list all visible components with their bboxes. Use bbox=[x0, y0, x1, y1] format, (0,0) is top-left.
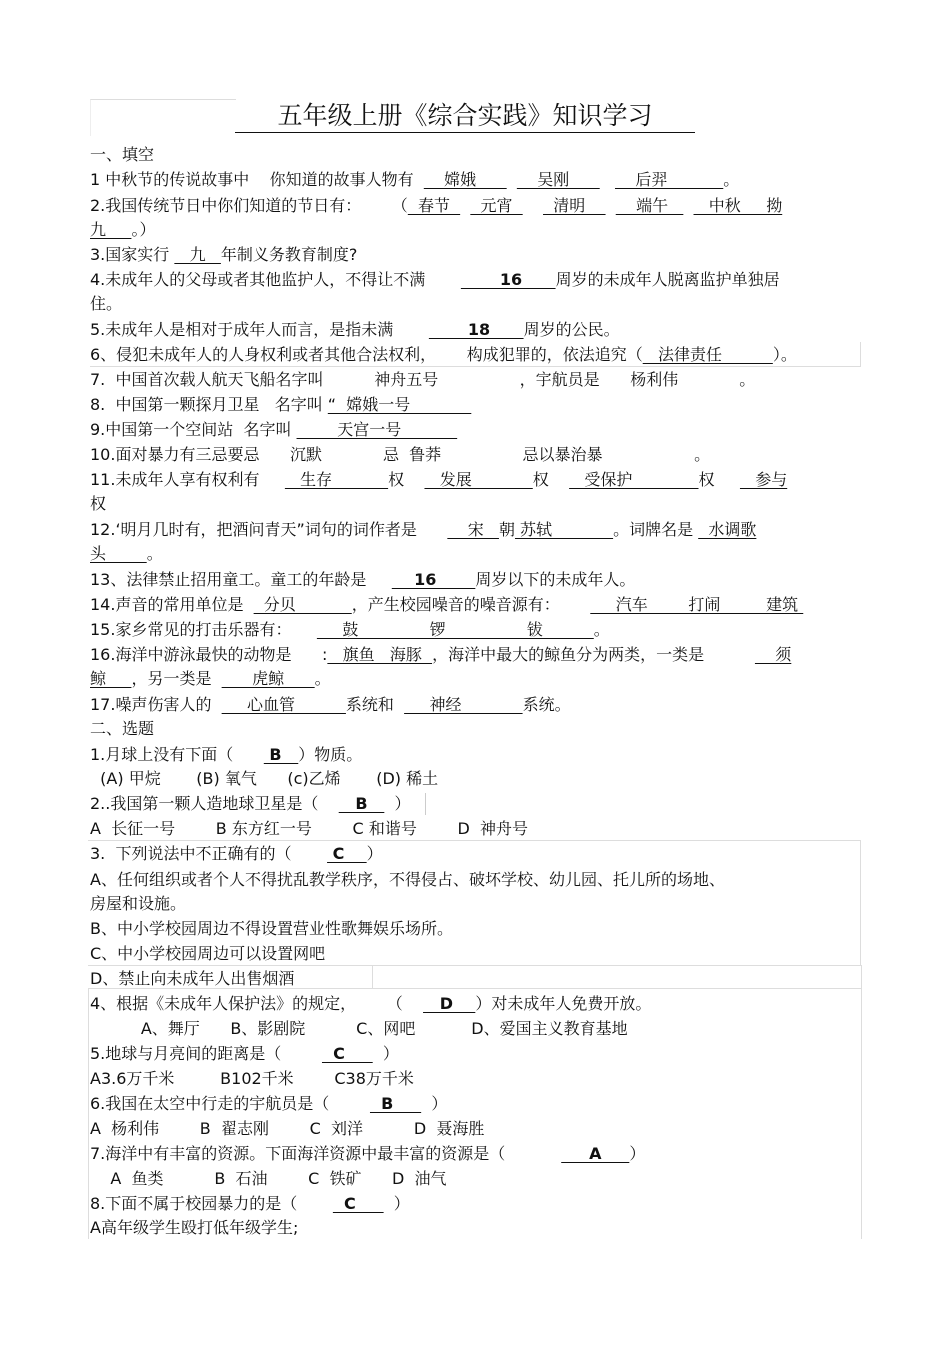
question-text: 权 bbox=[698, 470, 740, 489]
question-line bbox=[90, 643, 791, 667]
question-line bbox=[90, 418, 457, 442]
question-text: 住。 bbox=[90, 294, 123, 313]
answer-blank: 发展 bbox=[424, 470, 533, 489]
question-line bbox=[90, 542, 163, 566]
question-line bbox=[90, 268, 780, 292]
question-text bbox=[523, 196, 543, 215]
answer-blank: 法律责任 bbox=[642, 345, 773, 364]
question-text: ，另一类是 bbox=[131, 669, 222, 688]
answer-blank: 宋 bbox=[447, 520, 499, 539]
question-text: 7.海洋中有丰富的资源。下面海洋资源中最丰富的资源是（ bbox=[90, 1144, 562, 1163]
question-text: 周岁以下的未成年人。 bbox=[475, 570, 636, 589]
question-line bbox=[90, 1142, 645, 1166]
question-text: 2.我国传统节日中你们知道的节日有： （ bbox=[90, 196, 408, 215]
answer-blank: 嫦娥 bbox=[423, 170, 507, 189]
question-text: C、中小学校园周边可以设置网吧 bbox=[90, 944, 326, 963]
question-line bbox=[90, 1017, 628, 1041]
question-text: B、中小学校园周边不得设置营业性歌舞娱乐场所。 bbox=[90, 919, 453, 938]
section-heading bbox=[90, 717, 154, 741]
question-text: 权 bbox=[90, 494, 107, 513]
question-text: ） bbox=[384, 794, 411, 813]
question-text: 。） bbox=[131, 220, 156, 239]
section-heading bbox=[90, 143, 154, 167]
question-text: 6.我国在太空中行走的宇航员是（ bbox=[90, 1094, 370, 1113]
question-text: 9.中国第一个空间站 名字叫 bbox=[90, 420, 297, 439]
question-line bbox=[90, 492, 106, 516]
question-line bbox=[90, 767, 438, 791]
question-text bbox=[683, 196, 693, 215]
question-text: ，海洋中最大的鲸鱼分为两类，一类是 bbox=[432, 645, 755, 664]
answer-blank: 苏轼 bbox=[514, 520, 614, 539]
question-text: 3.国家实行 bbox=[90, 245, 175, 264]
question-line bbox=[90, 693, 571, 717]
question-text: A3.6万千米 B102千米 C38万千米 bbox=[90, 1069, 414, 1088]
question-text: 周岁的公民。 bbox=[523, 320, 620, 339]
title-corner-box bbox=[90, 99, 236, 136]
table-frame bbox=[425, 793, 427, 815]
question-text: 系统和 bbox=[345, 695, 405, 714]
question-line bbox=[90, 618, 610, 642]
question-text: A 鱼类 B 石油 C 铁矿 D 油气 bbox=[90, 1169, 447, 1188]
answer-blank: 九 bbox=[174, 245, 221, 264]
question-line bbox=[90, 393, 471, 417]
question-text: 。 bbox=[146, 544, 163, 563]
answer-blank: 天宫一号 bbox=[296, 420, 458, 439]
question-line bbox=[90, 368, 755, 392]
question-text: ） bbox=[383, 1194, 410, 1213]
question-line bbox=[90, 194, 782, 218]
question-line bbox=[90, 817, 528, 841]
question-line bbox=[90, 1167, 447, 1191]
question-text: 12.‘明月几时有，把酒问青天”词句的词作者是 bbox=[90, 520, 448, 539]
question-line bbox=[90, 792, 411, 816]
question-text: 。词牌名是 bbox=[613, 520, 699, 539]
question-text: 8.下面不属于校园暴力的是（ bbox=[90, 1194, 333, 1213]
answer-blank: 旗鱼 海豚 bbox=[327, 645, 433, 664]
answer-blank: 端午 bbox=[615, 196, 684, 215]
question-line bbox=[90, 992, 651, 1016]
question-text: 11.未成年人享有权利有 bbox=[90, 470, 285, 489]
question-text: 7. 中国首次载人航天飞船名字叫 神舟五号 ，宇航员是 杨利伟 。 bbox=[90, 370, 756, 389]
question-text bbox=[600, 170, 615, 189]
question-text: 5.地球与月亮间的距离是（ bbox=[90, 1044, 322, 1063]
question-text: 2..我国第一颗人造地球卫星是（ bbox=[90, 794, 339, 813]
question-text: 8. 中国第一颗探月卫星 名字叫 bbox=[90, 395, 328, 414]
question-text: ） bbox=[372, 1044, 399, 1063]
question-line bbox=[90, 1117, 484, 1141]
question-text: A 长征一号 B 东方红一号 C 和谐号 D 神舟号 bbox=[90, 819, 528, 838]
answer-blank: B bbox=[338, 794, 385, 813]
question-line bbox=[90, 218, 155, 242]
question-line bbox=[90, 518, 756, 542]
question-line bbox=[90, 1192, 410, 1216]
answer-blank: 元宵 bbox=[470, 196, 523, 215]
table-frame bbox=[372, 965, 862, 988]
question-text: 10.面对暴力有三忌要忌 沉默 忌 鲁莽 忌以暴治暴 。 bbox=[90, 445, 711, 464]
question-text: A、任何组织或者个人不得扰乱教学秩序，不得侵占、破坏学校、幼儿园、托儿所的场地、 bbox=[90, 870, 725, 889]
answer-blank: 吴刚 bbox=[516, 170, 600, 189]
question-text: 1.月球上没有下面（ bbox=[90, 745, 264, 764]
question-text: ）物质。 bbox=[298, 745, 363, 764]
question-text: 权 bbox=[532, 470, 570, 489]
answer-blank: 须 bbox=[754, 645, 792, 664]
answer-blank: 春节 bbox=[407, 196, 461, 215]
question-text: 6、侵犯未成年人的人身权利或者其他合法权利， 构成犯罪的，依法追究（ bbox=[90, 345, 643, 364]
question-line bbox=[90, 443, 710, 467]
question-text: 1 中秋节的传说故事中 你知道的故事人物有 bbox=[90, 170, 424, 189]
question-text: 17.噪声伤害人的 bbox=[90, 695, 222, 714]
answer-blank: 生存 bbox=[284, 470, 389, 489]
answer-blank: 水调歌 bbox=[698, 520, 757, 539]
question-text: D、禁止向未成年人出售烟酒 bbox=[90, 969, 295, 988]
question-line bbox=[90, 593, 803, 617]
question-text bbox=[460, 196, 470, 215]
question-text: ）对未成年人免费开放。 bbox=[475, 994, 652, 1013]
answer-blank: C bbox=[332, 1194, 384, 1213]
question-text: 权 bbox=[388, 470, 425, 489]
question-line bbox=[90, 468, 787, 492]
question-line bbox=[90, 868, 725, 892]
question-line bbox=[90, 1092, 447, 1116]
answer-blank: 受保护 bbox=[569, 470, 699, 489]
question-line bbox=[90, 1216, 298, 1240]
page-title: 五年级上册《综合实践》知识学习 bbox=[235, 100, 695, 133]
answer-blank: B bbox=[263, 745, 299, 764]
answer-blank: “ 嫦娥一号 bbox=[327, 395, 472, 414]
question-line bbox=[90, 168, 739, 192]
answer-blank: 18 bbox=[428, 320, 524, 339]
question-text: 15.家乡常见的打击乐器有： bbox=[90, 620, 317, 639]
answer-blank: 汽车 打闹 建筑 bbox=[590, 595, 804, 614]
question-text: (A) 甲烷 (B) 氧气 (c)乙烯 (D) 稀土 bbox=[90, 769, 439, 788]
question-text bbox=[606, 196, 616, 215]
question-line bbox=[90, 967, 294, 991]
question-text: ，产生校园噪音的噪音源有： bbox=[351, 595, 591, 614]
question-text: 4、根据《未成年人保护法》的规定， （ bbox=[90, 994, 424, 1013]
question-line bbox=[90, 743, 362, 767]
question-line bbox=[90, 243, 357, 267]
question-text: 3. 下列说法中不正确有的（ bbox=[90, 844, 328, 863]
question-line bbox=[90, 667, 331, 691]
question-line bbox=[90, 1067, 414, 1091]
question-text bbox=[507, 170, 517, 189]
question-text: A 杨利伟 B 翟志刚 C 刘洋 D 聂海胜 bbox=[90, 1119, 485, 1138]
question-text: ） bbox=[629, 1144, 646, 1163]
question-text: A、舞厅 B、影剧院 C、网吧 D、爱国主义教育基地 bbox=[90, 1019, 628, 1038]
question-text: 朝 bbox=[498, 520, 515, 539]
answer-blank: B bbox=[369, 1094, 422, 1113]
question-line bbox=[90, 942, 325, 966]
question-text: 。 bbox=[593, 620, 610, 639]
question-line bbox=[90, 892, 186, 916]
question-text: 年制义务教育制度? bbox=[220, 245, 358, 264]
answer-blank: 九 bbox=[90, 220, 132, 239]
question-text: 16.海洋中游泳最快的动物是 : bbox=[90, 645, 328, 664]
question-text: ） bbox=[366, 844, 383, 863]
question-text: 4.未成年人的父母或者其他监护人，不得让不满 bbox=[90, 270, 461, 289]
question-line bbox=[90, 568, 635, 592]
question-line bbox=[90, 292, 122, 316]
question-text: ）。 bbox=[772, 345, 797, 364]
answer-blank: 16 bbox=[391, 570, 476, 589]
question-line bbox=[90, 917, 453, 941]
answer-blank: 鼓 锣 钹 bbox=[316, 620, 594, 639]
answer-blank: D bbox=[423, 994, 476, 1013]
answer-blank: 虎鲸 bbox=[221, 669, 315, 688]
answer-blank: 清明 bbox=[543, 196, 606, 215]
answer-blank: 16 bbox=[460, 270, 556, 289]
answer-blank: 分贝 bbox=[253, 595, 352, 614]
question-text: 。 bbox=[314, 669, 331, 688]
question-text: 一、填空 bbox=[90, 145, 155, 164]
answer-blank: C bbox=[321, 1044, 373, 1063]
question-line bbox=[90, 1042, 399, 1066]
question-text: 系统。 bbox=[522, 695, 571, 714]
question-text: 14.声音的常用单位是 bbox=[90, 595, 254, 614]
answer-blank: 鲸 bbox=[90, 669, 132, 688]
question-text: 。 bbox=[723, 170, 740, 189]
question-line bbox=[90, 318, 620, 342]
answer-blank: 后羿 bbox=[614, 170, 724, 189]
question-text: 5.未成年人是相对于成年人而言，是指未满 bbox=[90, 320, 429, 339]
answer-blank: 头 bbox=[90, 544, 147, 563]
answer-blank: 神经 bbox=[404, 695, 523, 714]
question-text: 13、法律禁止招用童工。童工的年龄是 bbox=[90, 570, 392, 589]
question-line bbox=[90, 343, 797, 367]
question-text: 二、选题 bbox=[90, 719, 155, 738]
answer-blank: A bbox=[561, 1144, 630, 1163]
question-text: 房屋和设施。 bbox=[90, 894, 187, 913]
answer-blank: C bbox=[327, 844, 367, 863]
question-line bbox=[90, 842, 383, 866]
answer-blank: 参与 bbox=[739, 470, 788, 489]
answer-blank: 心血管 bbox=[221, 695, 346, 714]
question-text: A高年级学生殴打低年级学生; bbox=[90, 1218, 299, 1237]
question-text: 周岁的未成年人脱离监护单独居 bbox=[555, 270, 780, 289]
answer-blank: 中秋 拗 bbox=[693, 196, 783, 215]
question-text: ） bbox=[421, 1094, 448, 1113]
